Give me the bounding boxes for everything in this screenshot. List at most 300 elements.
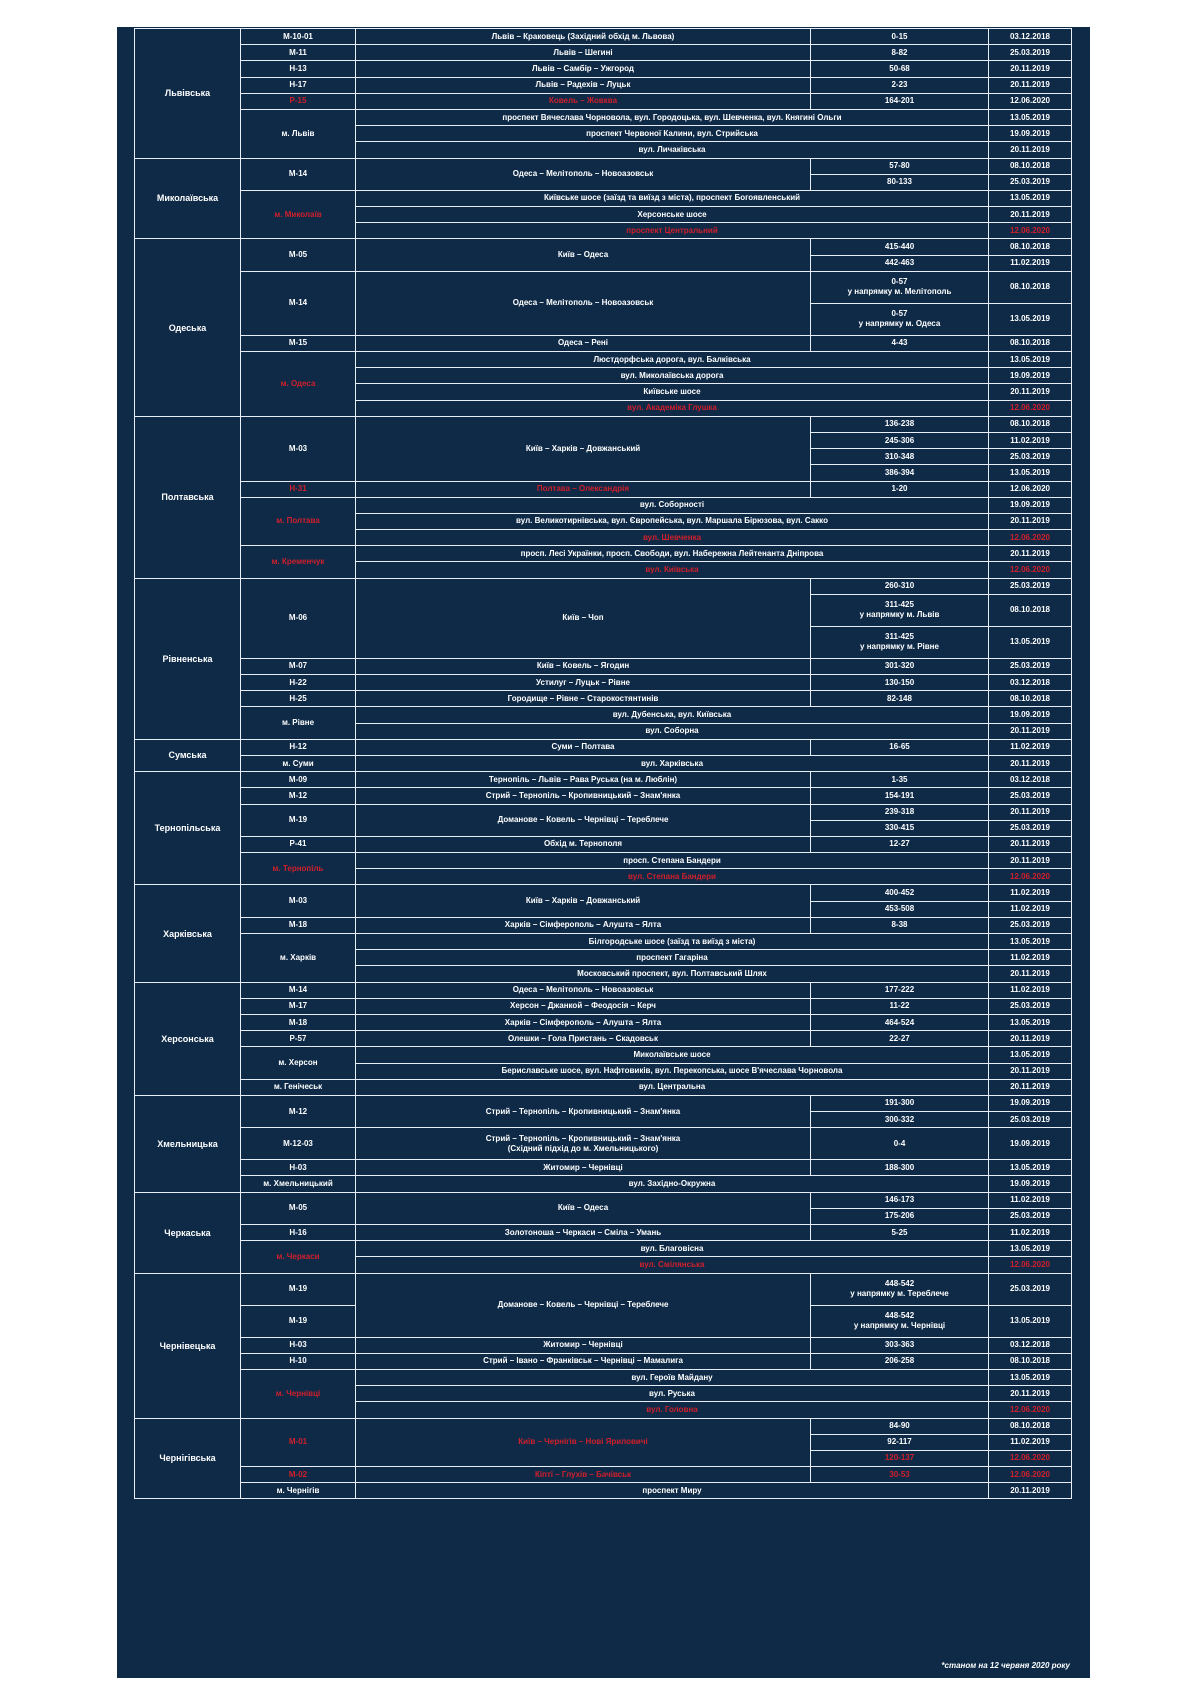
street-list: Київське шосе — [356, 384, 989, 400]
street-list: Бериславське шосе, вул. Нафтовиків, вул. Перекопська, шосе В'ячеслава Чорновола — [356, 1063, 989, 1079]
road-route: Одеса – Мелітополь – Новоазовськ — [356, 271, 811, 335]
repair-date: 25.03.2019 — [989, 578, 1072, 594]
street-list: вул. Благовісна — [356, 1241, 989, 1257]
road-route: Харків – Сімферополь – Алушта – Ялта — [356, 917, 811, 933]
road-code: М-02 — [241, 1467, 356, 1483]
repair-date: 19.09.2019 — [989, 1176, 1072, 1192]
km-range: 400-452 — [811, 885, 989, 901]
repair-date: 03.12.2018 — [989, 772, 1072, 788]
table-row — [135, 998, 1072, 1014]
road-route: Львів – Радехів – Луцьк — [356, 77, 811, 93]
repair-date: 20.11.2019 — [989, 966, 1072, 982]
table-row — [135, 1273, 1072, 1305]
km-range: 1-35 — [811, 772, 989, 788]
km-range: 239-318 — [811, 804, 989, 820]
city-name: м. Рівне — [241, 707, 356, 739]
street-list: проспект Центральний — [356, 223, 989, 239]
km-range: 84-90 — [811, 1418, 989, 1434]
table-row — [135, 1337, 1072, 1353]
table-row — [135, 271, 1072, 303]
document-page — [117, 27, 1090, 1678]
repair-date: 08.10.2018 — [989, 239, 1072, 255]
km-line: 0-57 — [891, 277, 908, 287]
road-code: М-01 — [241, 1418, 356, 1467]
road-code: М-14 — [241, 158, 356, 190]
road-code: Н-16 — [241, 1225, 356, 1241]
km-line: 448-542 — [884, 1279, 915, 1289]
repair-date: 12.06.2020 — [989, 1257, 1072, 1273]
region-name: Сумська — [135, 739, 241, 771]
repair-date: 19.09.2019 — [989, 707, 1072, 723]
table-row — [135, 836, 1072, 852]
table-row — [135, 934, 1072, 950]
street-list: вул. Академіка Глушка — [356, 400, 989, 416]
street-list: вул. Смілянська — [356, 1257, 989, 1273]
road-route: Стрий – Івано – Франківськ – Чернівці – Мамалига — [356, 1353, 811, 1369]
road-route: Суми – Полтава — [356, 739, 811, 755]
repair-date: 08.10.2018 — [989, 335, 1072, 351]
table-row — [135, 658, 1072, 674]
table-row — [135, 1176, 1072, 1192]
road-route: Харків – Сімферополь – Алушта – Ялта — [356, 1014, 811, 1030]
repair-date: 20.11.2019 — [989, 1031, 1072, 1047]
km-line: 0-57 — [891, 309, 908, 319]
street-list: вул. Соборності — [356, 497, 989, 513]
repair-date: 11.02.2019 — [989, 885, 1072, 901]
road-route: Київ – Чоп — [356, 578, 811, 658]
street-list: Московський проспект, вул. Полтавський Шлях — [356, 966, 989, 982]
table-row — [135, 546, 1072, 562]
km-range — [811, 594, 989, 626]
repair-date: 19.09.2019 — [989, 1128, 1072, 1160]
table-row — [135, 239, 1072, 255]
road-route: Київ – Харків – Довжанський — [356, 416, 811, 481]
table-row — [135, 1014, 1072, 1030]
repair-date: 11.02.2019 — [989, 255, 1072, 271]
km-range: 154-191 — [811, 788, 989, 804]
table-row — [135, 190, 1072, 206]
repair-date: 11.02.2019 — [989, 1434, 1072, 1450]
table-row — [135, 772, 1072, 788]
km-range — [811, 1273, 989, 1305]
repair-date: 25.03.2019 — [989, 658, 1072, 674]
km-range: 11-22 — [811, 998, 989, 1014]
table-row — [135, 1369, 1072, 1385]
repair-date: 11.02.2019 — [989, 1192, 1072, 1208]
km-range: 245-306 — [811, 432, 989, 448]
repair-date: 25.03.2019 — [989, 1208, 1072, 1224]
city-name: м. Чернівці — [241, 1369, 356, 1418]
repair-date: 13.05.2019 — [989, 626, 1072, 658]
table-row — [135, 853, 1072, 869]
street-list: вул. Степана Бандери — [356, 869, 989, 885]
road-route: Житомир – Чернівці — [356, 1337, 811, 1353]
repair-date: 11.02.2019 — [989, 982, 1072, 998]
km-range: 464-524 — [811, 1014, 989, 1030]
region-name: Полтавська — [135, 416, 241, 578]
street-list: просп. Степана Бандери — [356, 853, 989, 869]
km-range: 164-201 — [811, 93, 989, 109]
city-name: м. Херсон — [241, 1047, 356, 1079]
street-list: вул. Героїв Майдану — [356, 1369, 989, 1385]
road-code: Н-12 — [241, 739, 356, 755]
km-line: 448-542 — [884, 1311, 915, 1321]
road-code: М-19 — [241, 1273, 356, 1305]
road-code: М-19 — [241, 1305, 356, 1337]
road-code: Н-13 — [241, 61, 356, 77]
road-code: М-03 — [241, 885, 356, 917]
road-code: М-12 — [241, 1095, 356, 1127]
repair-date: 25.03.2019 — [989, 1273, 1072, 1305]
road-route: Київ – Ковель – Ягодин — [356, 658, 811, 674]
city-name: м. Харків — [241, 934, 356, 983]
table-row — [135, 788, 1072, 804]
repair-date: 20.11.2019 — [989, 61, 1072, 77]
km-range: 130-150 — [811, 675, 989, 691]
repair-date: 11.02.2019 — [989, 432, 1072, 448]
road-route: Стрий – Тернопіль – Кропивницький – Знам'янка — [356, 788, 811, 804]
route-line: Стрий – Тернопіль – Кропивницький – Знам'янка — [485, 1133, 681, 1143]
km-range — [811, 1305, 989, 1337]
repair-date: 13.05.2019 — [989, 465, 1072, 481]
road-code: М-14 — [241, 271, 356, 335]
repair-date: 20.11.2019 — [989, 513, 1072, 529]
km-range: 386-394 — [811, 465, 989, 481]
repair-date: 25.03.2019 — [989, 917, 1072, 933]
km-range: 301-320 — [811, 658, 989, 674]
region-name: Херсонська — [135, 982, 241, 1095]
road-route: Ковель – Жовква — [356, 93, 811, 109]
road-code: М-12 — [241, 788, 356, 804]
km-range: 2-23 — [811, 77, 989, 93]
street-list: вул. Великотирнівська, вул. Європейська, вул. Маршала Бірюзова, вул. Сакко — [356, 513, 989, 529]
table-row — [135, 1095, 1072, 1111]
km-line: у напрямку м. Львів — [859, 610, 940, 620]
road-route: Львів – Самбір – Ужгород — [356, 61, 811, 77]
road-route: Херсон – Джанкой – Феодосія – Керч — [356, 998, 811, 1014]
repair-date: 08.10.2018 — [989, 1418, 1072, 1434]
table-row — [135, 416, 1072, 432]
repair-date: 20.11.2019 — [989, 853, 1072, 869]
region-name: Львівська — [135, 29, 241, 159]
table-row — [135, 497, 1072, 513]
table-row — [135, 691, 1072, 707]
km-line: у напрямку м. Рівне — [860, 642, 939, 652]
table-row — [135, 77, 1072, 93]
road-route: Львів – Шегині — [356, 45, 811, 61]
km-range: 415-440 — [811, 239, 989, 255]
city-name: м. Львів — [241, 109, 356, 158]
km-range: 442-463 — [811, 255, 989, 271]
road-repairs-table — [134, 28, 1072, 1499]
repair-date: 20.11.2019 — [989, 1079, 1072, 1095]
road-code: М-11 — [241, 45, 356, 61]
repair-date: 20.11.2019 — [989, 755, 1072, 771]
table-row — [135, 1192, 1072, 1208]
region-name: Рівненська — [135, 578, 241, 739]
repair-date: 13.05.2019 — [989, 109, 1072, 125]
street-list: вул. Київська — [356, 562, 989, 578]
table-row — [135, 1047, 1072, 1063]
road-route: Золотоноша – Черкаси – Сміла – Умань — [356, 1225, 811, 1241]
table-row — [135, 109, 1072, 125]
city-name: м. Кременчук — [241, 546, 356, 578]
repair-date: 13.05.2019 — [989, 934, 1072, 950]
table-row — [135, 61, 1072, 77]
road-route: Одеса – Рені — [356, 335, 811, 351]
city-name: м. Одеса — [241, 352, 356, 417]
table-row — [135, 1483, 1072, 1499]
street-list: вул. Личаківська — [356, 142, 989, 158]
km-range: 8-38 — [811, 917, 989, 933]
road-code: Н-10 — [241, 1353, 356, 1369]
repair-date: 25.03.2019 — [989, 820, 1072, 836]
repair-date: 20.11.2019 — [989, 1063, 1072, 1079]
repair-date: 11.02.2019 — [989, 950, 1072, 966]
repair-date: 12.06.2020 — [989, 562, 1072, 578]
km-range: 300-332 — [811, 1112, 989, 1128]
repair-date: 11.02.2019 — [989, 1225, 1072, 1241]
km-range: 57-80 — [811, 158, 989, 174]
km-range: 80-133 — [811, 174, 989, 190]
region-name: Черкаська — [135, 1192, 241, 1273]
road-route: Устилуг – Луцьк – Рівне — [356, 675, 811, 691]
km-range: 50-68 — [811, 61, 989, 77]
repair-date: 08.10.2018 — [989, 416, 1072, 432]
km-line: у напрямку м. Мелітополь — [847, 287, 952, 297]
repair-date: 12.06.2020 — [989, 400, 1072, 416]
repair-date: 13.05.2019 — [989, 1305, 1072, 1337]
repair-date: 20.11.2019 — [989, 804, 1072, 820]
street-list: Білгородське шосе (заїзд та виїзд з міста) — [356, 934, 989, 950]
km-range: 12-27 — [811, 836, 989, 852]
repair-date: 20.11.2019 — [989, 142, 1072, 158]
km-range: 4-43 — [811, 335, 989, 351]
road-code: Н-17 — [241, 77, 356, 93]
repair-date: 13.05.2019 — [989, 1014, 1072, 1030]
table-row — [135, 755, 1072, 771]
table-row — [135, 335, 1072, 351]
table-row — [135, 1128, 1072, 1160]
street-list: Люстдорфська дорога, вул. Балківська — [356, 352, 989, 368]
road-route: Львів – Краковець (Західний обхід м. Львова) — [356, 29, 811, 45]
km-range: 330-415 — [811, 820, 989, 836]
repair-date: 20.11.2019 — [989, 1483, 1072, 1499]
table-row — [135, 1079, 1072, 1095]
road-route: Олешки – Гола Пристань – Скадовськ — [356, 1031, 811, 1047]
km-line: 311-425 — [885, 632, 914, 642]
street-list: вул. Шевченка — [356, 530, 989, 546]
road-code: Н-03 — [241, 1160, 356, 1176]
city-name: м. Тернопіль — [241, 853, 356, 885]
table-row — [135, 1467, 1072, 1483]
region-name: Чернігівська — [135, 1418, 241, 1499]
table-row — [135, 1418, 1072, 1434]
repair-date: 20.11.2019 — [989, 207, 1072, 223]
table-row — [135, 45, 1072, 61]
street-list: вул. Дубенська, вул. Київська — [356, 707, 989, 723]
road-code: Н-25 — [241, 691, 356, 707]
road-code: М-03 — [241, 416, 356, 481]
road-route: Київ – Одеса — [356, 1192, 811, 1224]
footnote: *станом на 12 червня 2020 року — [941, 1661, 1070, 1670]
region-name: Миколаївська — [135, 158, 241, 239]
road-code: Н-22 — [241, 675, 356, 691]
road-code: М-06 — [241, 578, 356, 658]
road-route: Доманове – Ковель – Чернівці – Тереблече — [356, 1273, 811, 1337]
repair-date: 20.11.2019 — [989, 384, 1072, 400]
repair-date: 13.05.2019 — [989, 1047, 1072, 1063]
km-range: 5-25 — [811, 1225, 989, 1241]
repair-date: 25.03.2019 — [989, 998, 1072, 1014]
km-range: 310-348 — [811, 449, 989, 465]
km-range: 16-65 — [811, 739, 989, 755]
table-row — [135, 1353, 1072, 1369]
table-row — [135, 917, 1072, 933]
repair-date: 19.09.2019 — [989, 368, 1072, 384]
road-code: М-12-03 — [241, 1128, 356, 1160]
repair-date: 13.05.2019 — [989, 1241, 1072, 1257]
repair-date: 12.06.2020 — [989, 93, 1072, 109]
road-code: М-05 — [241, 239, 356, 271]
street-list: Київське шосе (заїзд та виїзд з міста), проспект Богоявленський — [356, 190, 989, 206]
road-code: М-05 — [241, 1192, 356, 1224]
road-route — [356, 1128, 811, 1160]
street-list: проспект Гагаріна — [356, 950, 989, 966]
repair-date: 13.05.2019 — [989, 1160, 1072, 1176]
road-route: Житомир – Чернівці — [356, 1160, 811, 1176]
region-name: Тернопільська — [135, 772, 241, 885]
street-list: вул. Центральна — [356, 1079, 989, 1095]
road-route: Київ – Чернігів – Нові Яриловичі — [356, 1418, 811, 1467]
km-range: 453-508 — [811, 901, 989, 917]
road-route: Кіпті – Глухів – Бачівськ — [356, 1467, 811, 1483]
road-route: Київ – Харків – Довжанський — [356, 885, 811, 917]
road-route: Стрий – Тернопіль – Кропивницький – Знам'янка — [356, 1095, 811, 1127]
region-name: Хмельницька — [135, 1095, 241, 1192]
km-range: 177-222 — [811, 982, 989, 998]
repair-date: 19.09.2019 — [989, 126, 1072, 142]
repair-date: 12.06.2020 — [989, 530, 1072, 546]
city-name: м. Суми — [241, 755, 356, 771]
table-row — [135, 158, 1072, 174]
repair-date: 20.11.2019 — [989, 77, 1072, 93]
street-list: Миколаївське шосе — [356, 1047, 989, 1063]
km-line: 311-425 — [885, 600, 914, 610]
repair-date: 12.06.2020 — [989, 869, 1072, 885]
road-code: Н-03 — [241, 1337, 356, 1353]
street-list: вул. Головна — [356, 1402, 989, 1418]
table-row — [135, 1031, 1072, 1047]
km-range: 191-300 — [811, 1095, 989, 1111]
table-row — [135, 481, 1072, 497]
table-row — [135, 675, 1072, 691]
km-range — [811, 303, 989, 335]
repair-date: 25.03.2019 — [989, 45, 1072, 61]
region-name: Одеська — [135, 239, 241, 416]
road-route: Полтава – Олександрія — [356, 481, 811, 497]
repair-date: 08.10.2018 — [989, 691, 1072, 707]
repair-date: 12.06.2020 — [989, 223, 1072, 239]
city-name: м. Хмельницький — [241, 1176, 356, 1192]
road-route: Київ – Одеса — [356, 239, 811, 271]
repair-date: 25.03.2019 — [989, 449, 1072, 465]
road-code: М-10-01 — [241, 29, 356, 45]
table-row — [135, 578, 1072, 594]
city-name: м. Чернігів — [241, 1483, 356, 1499]
repair-date: 20.11.2019 — [989, 836, 1072, 852]
table-row — [135, 1160, 1072, 1176]
repair-date: 03.12.2018 — [989, 675, 1072, 691]
repair-date: 20.11.2019 — [989, 546, 1072, 562]
city-name: м. Полтава — [241, 497, 356, 546]
repair-date: 12.06.2020 — [989, 1402, 1072, 1418]
road-code: Р-41 — [241, 836, 356, 852]
table-row — [135, 29, 1072, 45]
table-row — [135, 1241, 1072, 1257]
km-range: 206-258 — [811, 1353, 989, 1369]
repair-date: 12.06.2020 — [989, 1467, 1072, 1483]
km-line: у напрямку м. Чернівці — [853, 1321, 946, 1331]
street-list: проспект Миру — [356, 1483, 989, 1499]
repair-date: 20.11.2019 — [989, 1386, 1072, 1402]
repair-date: 03.12.2018 — [989, 1337, 1072, 1353]
km-range: 22-27 — [811, 1031, 989, 1047]
km-range: 92-117 — [811, 1434, 989, 1450]
road-route: Городище – Рівне – Старокостянтинів — [356, 691, 811, 707]
repair-date: 11.02.2019 — [989, 739, 1072, 755]
repair-date: 20.11.2019 — [989, 723, 1072, 739]
road-code: М-09 — [241, 772, 356, 788]
repair-date: 19.09.2019 — [989, 1095, 1072, 1111]
table-row — [135, 93, 1072, 109]
city-name: м. Миколаїв — [241, 190, 356, 239]
km-range: 1-20 — [811, 481, 989, 497]
road-code: М-14 — [241, 982, 356, 998]
km-range: 303-363 — [811, 1337, 989, 1353]
road-code: М-18 — [241, 917, 356, 933]
repair-date: 13.05.2019 — [989, 190, 1072, 206]
repair-date: 25.03.2019 — [989, 174, 1072, 190]
km-range — [811, 626, 989, 658]
road-code: М-19 — [241, 804, 356, 836]
repair-date: 03.12.2018 — [989, 29, 1072, 45]
km-range: 30-53 — [811, 1467, 989, 1483]
km-line: у напрямку м. Тереблече — [850, 1289, 949, 1299]
region-name: Харківська — [135, 885, 241, 982]
repair-date: 25.03.2019 — [989, 788, 1072, 804]
repair-date: 13.05.2019 — [989, 303, 1072, 335]
street-list: проспект Червоної Калини, вул. Стрийська — [356, 126, 989, 142]
km-range: 82-148 — [811, 691, 989, 707]
street-list: вул. Руська — [356, 1386, 989, 1402]
repair-date: 12.06.2020 — [989, 1450, 1072, 1466]
km-range: 0-15 — [811, 29, 989, 45]
table-row — [135, 982, 1072, 998]
repair-date: 08.10.2018 — [989, 594, 1072, 626]
road-code: М-15 — [241, 335, 356, 351]
street-list: Херсонське шосе — [356, 207, 989, 223]
km-range: 175-206 — [811, 1208, 989, 1224]
road-code: Р-15 — [241, 93, 356, 109]
street-list: вул. Миколаївська дорога — [356, 368, 989, 384]
km-range — [811, 271, 989, 303]
km-range: 0-4 — [811, 1128, 989, 1160]
km-range: 120-137 — [811, 1450, 989, 1466]
road-route: Тернопіль – Львів – Рава Руська (на м. Люблін) — [356, 772, 811, 788]
road-code: М-07 — [241, 658, 356, 674]
route-line: (Східний підхід до м. Хмельницького) — [507, 1143, 659, 1153]
